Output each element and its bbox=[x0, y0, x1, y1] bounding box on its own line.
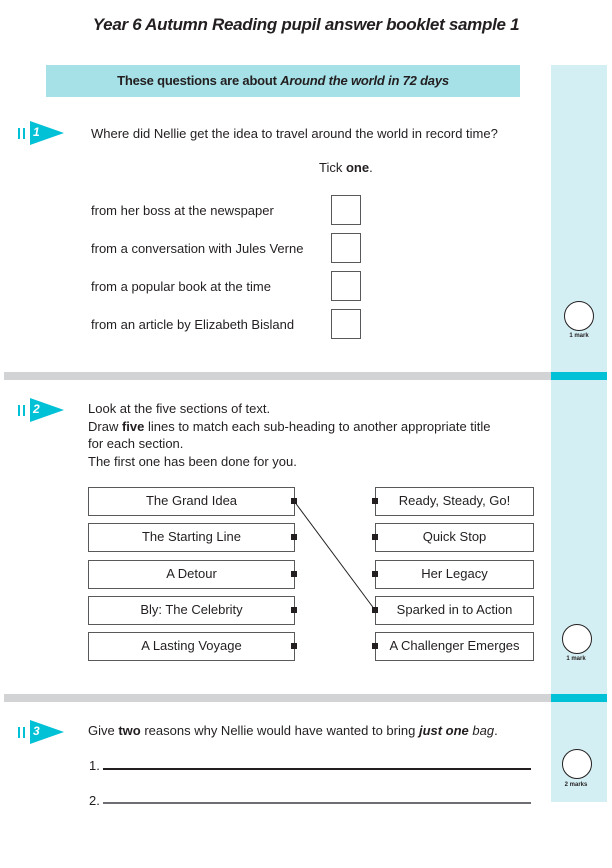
prompt-italic: bag bbox=[468, 723, 495, 738]
match-left-item: A Lasting Voyage bbox=[88, 632, 295, 661]
prompt-text: . bbox=[494, 723, 498, 738]
prompt-bold-italic: just one bbox=[418, 723, 469, 738]
marker-bars-icon bbox=[18, 727, 28, 738]
match-right-item: A Challenger Emerges bbox=[375, 632, 534, 661]
instruction-prefix: Tick bbox=[319, 160, 346, 175]
question-number: 3 bbox=[33, 724, 40, 738]
question-3-marker bbox=[18, 720, 64, 744]
match-right-item: Quick Stop bbox=[375, 523, 534, 552]
marks-label-q1: 1 mark bbox=[569, 333, 589, 339]
match-left-item: The Grand Idea bbox=[88, 487, 295, 516]
option-label: from a popular book at the time bbox=[91, 279, 271, 294]
match-left-item: The Starting Line bbox=[88, 523, 295, 552]
page-title: Year 6 Autumn Reading pupil answer booklet sample 1 bbox=[92, 15, 520, 34]
prompt-bold: two bbox=[118, 723, 141, 738]
match-left-item: A Detour bbox=[88, 560, 295, 589]
topic-banner-prefix: These questions are about bbox=[117, 73, 281, 88]
prompt-line: for each section. bbox=[88, 436, 184, 451]
marks-label-q3: 2 marks bbox=[564, 782, 588, 788]
mark-circle-q3 bbox=[562, 749, 592, 779]
topic-banner-text-title: Around the world in 72 days bbox=[280, 73, 449, 88]
instruction-bold: one bbox=[345, 160, 370, 175]
marks-label-q2: 1 mark bbox=[566, 656, 586, 662]
prompt-text: Draw bbox=[88, 418, 122, 434]
prompt-line: The first one has been done for you. bbox=[88, 453, 297, 469]
answer-number: 2. bbox=[89, 793, 100, 808]
prompt-text: Give bbox=[88, 723, 119, 738]
answer-line-2[interactable] bbox=[103, 802, 531, 804]
option-label: from a conversation with Jules Verne bbox=[91, 241, 304, 256]
prompt-text: reasons why Nellie would have wanted to bring bbox=[140, 723, 419, 738]
prompt-line: Look at the five sections of text. bbox=[88, 401, 271, 416]
match-right-item: Her Legacy bbox=[375, 560, 534, 589]
option-label: from her boss at the newspaper bbox=[91, 203, 274, 218]
match-left-item: Bly: The Celebrity bbox=[88, 596, 295, 625]
match-right-item: Ready, Steady, Go! bbox=[375, 487, 534, 516]
answer-line-1[interactable] bbox=[103, 768, 531, 770]
mark-circle-q2 bbox=[562, 624, 592, 654]
prompt-text: lines to match each sub-heading to another appropriate title bbox=[144, 418, 491, 434]
section-separator-accent bbox=[551, 694, 607, 702]
section-separator bbox=[4, 694, 551, 702]
match-right-item: Sparked in to Action bbox=[375, 596, 534, 625]
instruction-suffix: . bbox=[369, 160, 373, 175]
question-3-prompt bbox=[88, 722, 498, 740]
option-label: from an article by Elizabeth Bisland bbox=[91, 317, 295, 332]
prompt-bold: five bbox=[121, 418, 145, 434]
question-number: 1 bbox=[33, 125, 40, 139]
answer-number: 1. bbox=[89, 758, 100, 773]
question-1-prompt: Where did Nellie get the idea to travel around the world in record time? bbox=[91, 126, 498, 141]
question-number: 2 bbox=[33, 402, 40, 416]
